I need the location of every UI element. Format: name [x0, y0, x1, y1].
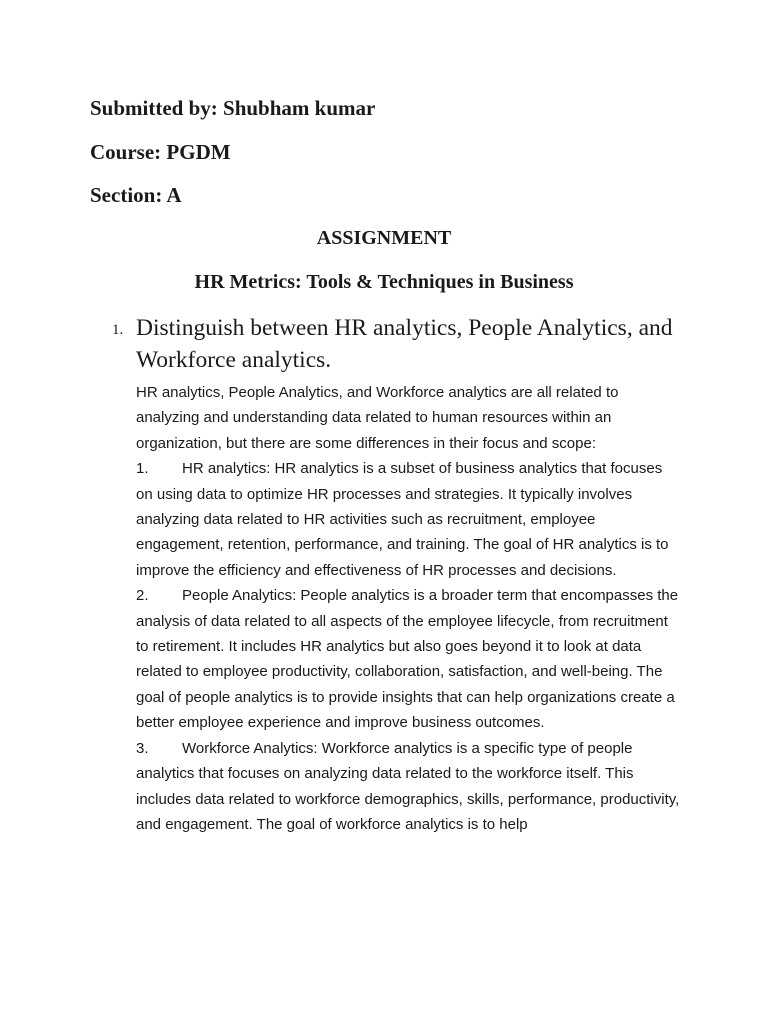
question-text: Distinguish between HR analytics, People Analytics, and Workforce analytics.	[136, 315, 673, 373]
question-number: 1.	[112, 322, 124, 338]
list-item-number: 2.	[136, 587, 149, 605]
list-item-text: Workforce Analytics: Workforce analytics is a specific type of people analytics that focuses on analyzing data related to the workforce itself. This includes data related to workforce demographics, skills, performance, productivity, and engagement. The goal of workforce analytics is to help	[136, 739, 680, 833]
list-item-number: 3.	[136, 739, 149, 757]
submitted-by-line: Submitted by: Shubham kumar	[90, 96, 376, 120]
course-line: Course: PGDM	[90, 140, 231, 164]
section-line: Section: A	[90, 183, 182, 207]
list-item-text: HR analytics: HR analytics is a subset of business analytics that focuses on using data to optimize HR processes and strategies. It typically involves analyzing data related to HR activities such as recruitment, employee engagement, retention, performance, and training. The goal of HR analytics is to improve the efficiency and effectiveness of HR processes and decisions.	[136, 460, 669, 579]
subject-title: HR Metrics: Tools & Techniques in Business	[194, 271, 574, 293]
answer-body	[136, 380, 681, 837]
list-item-text: People Analytics: People analytics is a broader term that encompasses the analysis of data related to all aspects of the employee lifecycle, from recruitment to retirement. It includes HR analytics but also goes beyond it to look at data related to employee productivity, collaboration, satisfaction, and well-being. The goal of people analytics is to provide insights that can help organizations create a better employee experience and improve business outcomes.	[136, 587, 679, 732]
list-item	[136, 736, 681, 838]
assignment-title: ASSIGNMENT	[316, 227, 452, 249]
list-item-number: 1.	[136, 460, 149, 478]
answer-intro: HR analytics, People Analytics, and Workforce analytics are all related to analyzing and understanding data related to human resources within an organization, but there are some differences in their focus and scope:	[136, 384, 619, 452]
list-item	[136, 583, 681, 735]
list-item	[136, 456, 681, 583]
